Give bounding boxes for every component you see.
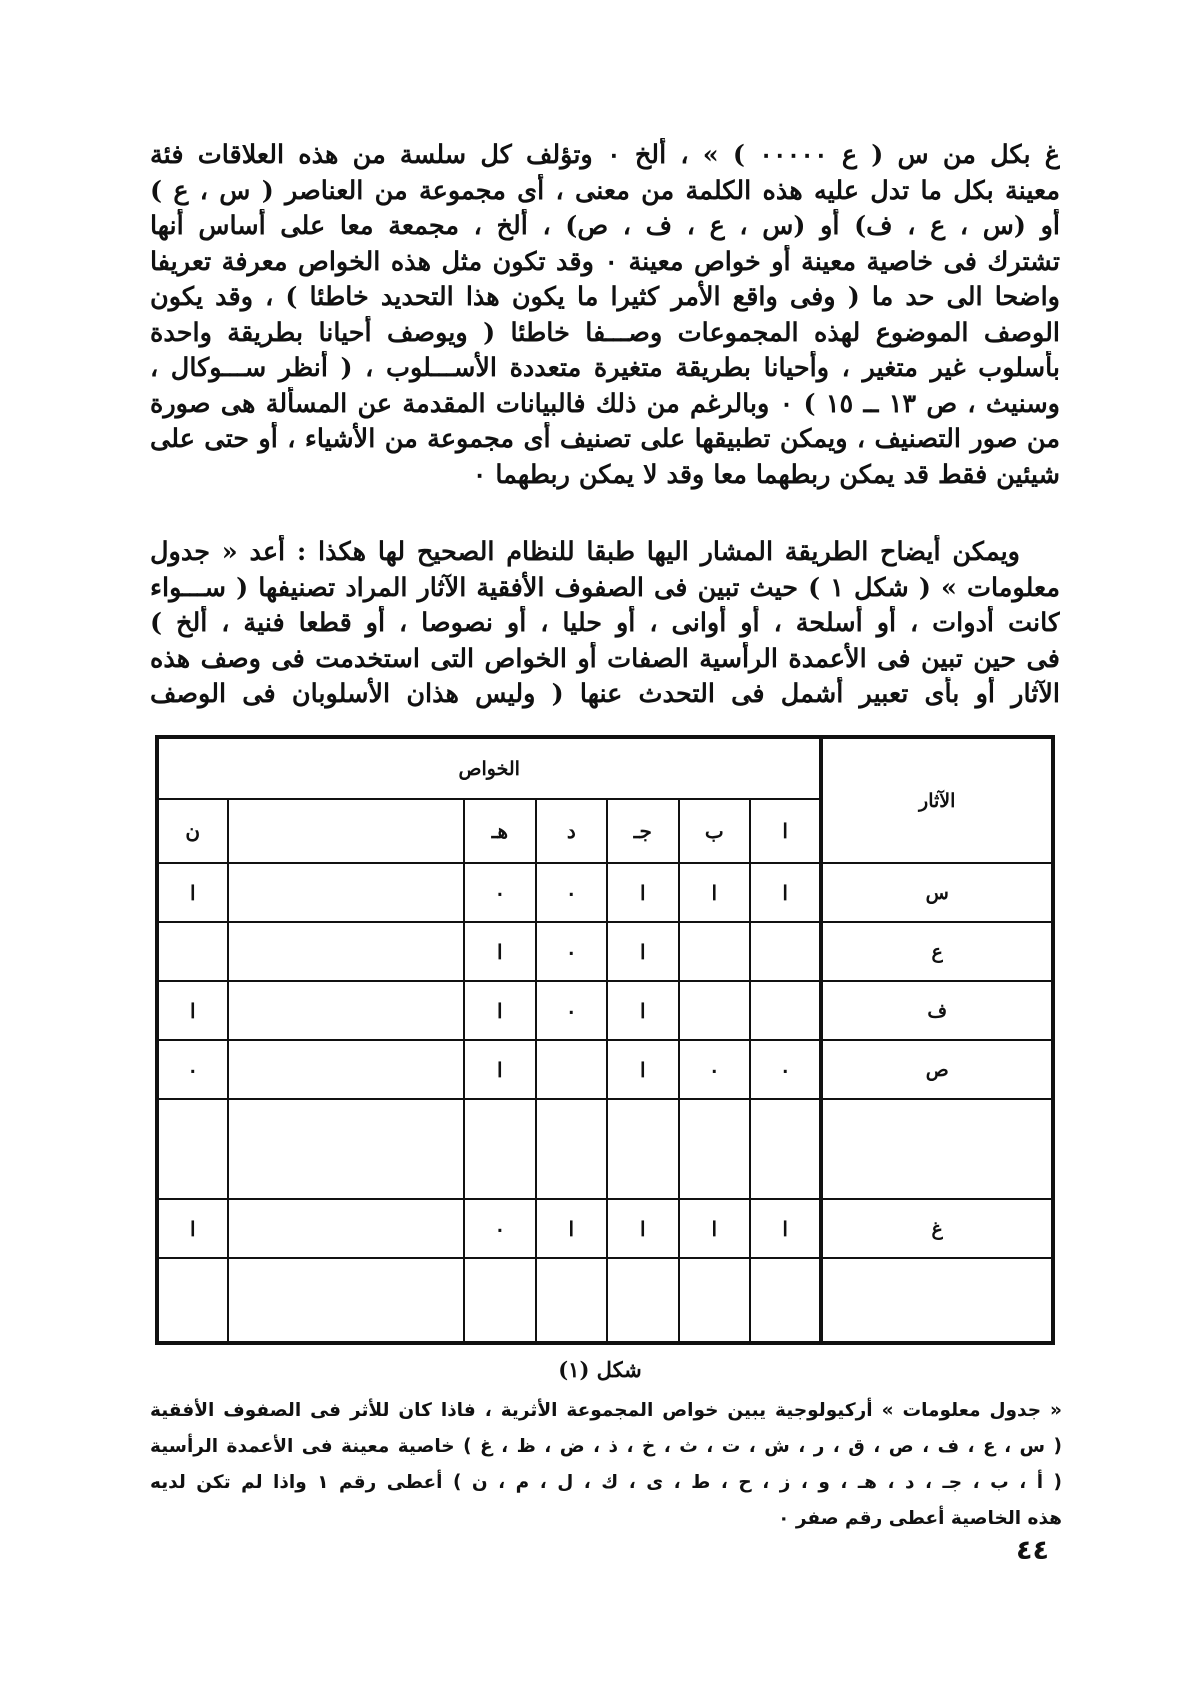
table-cell: ا xyxy=(750,1199,821,1258)
table-cell: ا xyxy=(679,863,750,922)
table-cell xyxy=(607,1258,678,1343)
table-cell: ا xyxy=(157,1199,228,1258)
table-cell: ٠ xyxy=(157,1040,228,1099)
table-cell xyxy=(750,981,821,1040)
table-cell: ٠ xyxy=(536,863,607,922)
table-cell xyxy=(228,922,465,981)
table-row xyxy=(157,1040,1053,1099)
table-cell: ا xyxy=(607,922,678,981)
table-cell xyxy=(157,1258,228,1343)
table-cell: ا xyxy=(157,863,228,922)
row-label: غ xyxy=(821,1199,1053,1258)
table-cell xyxy=(228,1040,465,1099)
table-cell xyxy=(228,863,465,922)
paragraph-1 xyxy=(150,138,1060,493)
table-cell xyxy=(228,1199,465,1258)
figure-title: شكل (١) xyxy=(558,1357,642,1382)
table-row xyxy=(157,922,1053,981)
text-line: بأسلوب غير متغير ، وأحيانا بطريقة متغيرة متعددة الأســـلوب ، ( أنظر ســـوكال ، xyxy=(150,353,1060,383)
column-header xyxy=(228,799,465,863)
table-cell: ا xyxy=(607,1040,678,1099)
table-row xyxy=(157,863,1053,922)
text-line: من صور التصنيف ، ويمكن تطبيقها على تصنيف أى مجموعة من الأشياء ، أو حتى على xyxy=(150,424,1060,454)
table-cell: ٠ xyxy=(536,981,607,1040)
table-cell xyxy=(750,1099,821,1199)
text-line: معينة بكل ما تدل عليه هذه الكلمة من معنى ، أى مجموعة من العناصر ( س ، ع ) xyxy=(150,175,1060,206)
row-label xyxy=(821,1099,1053,1199)
table-cell: ا xyxy=(464,981,535,1040)
table-cell xyxy=(228,981,465,1040)
table-row xyxy=(157,1258,1053,1343)
column-header: هـ xyxy=(464,799,535,863)
table-cell: ا xyxy=(679,1199,750,1258)
text-line: فى حين تبين فى الأعمدة الرأسية الصفات أو الخواص التى استخدمت فى وصف هذه xyxy=(150,643,1060,674)
table-cell: ٠ xyxy=(464,1199,535,1258)
table-cell xyxy=(464,1099,535,1199)
text-line: شيئين فقط قد يمكن ربطهما معا وقد لا يمكن ربطهما ٠ xyxy=(472,459,1060,490)
table-cell xyxy=(536,1099,607,1199)
khawas-header: الخواص xyxy=(157,737,821,799)
table-cell xyxy=(679,922,750,981)
table-cell: ا xyxy=(464,1040,535,1099)
caption-line: ( س ، ع ، ف ، ص ، ق ، ر ، ش ، ت ، ث ، خ ، ذ ، ض ، ظ ، غ ) خاصية معينة فى الأعمدة الرأسية xyxy=(150,1436,1062,1457)
row-label: س xyxy=(821,863,1053,922)
table-cell: ا xyxy=(607,1199,678,1258)
page-number: ٤٤ xyxy=(1016,1535,1049,1566)
column-header: ن xyxy=(157,799,228,863)
table-cell xyxy=(750,922,821,981)
row-label: ع xyxy=(821,922,1053,981)
column-header: ا xyxy=(750,799,821,863)
text-line: وسنيث ، ص ١٣ ــ ١٥ ) ٠ وبالرغم من ذلك فالبيانات المقدمة عن المسألة هى صورة xyxy=(150,388,1060,419)
text-line: معلومات » ( شكل ١ ) حيث تبين فى الصفوف الأفقية الآثار المراد تصنيفها ( ســـواء xyxy=(150,572,1060,603)
text-line: واضحا الى حد ما ( وفى واقع الأمر كثيرا ما يكون هذا التحديد خاطئا ) ، وقد يكون xyxy=(150,282,1060,312)
column-header: جـ xyxy=(607,799,678,863)
text-line: كانت أدوات ، أو أسلحة ، أو أوانى ، أو حليا ، أو نصوصا ، أو قطعا فنية ، ألخ ) xyxy=(150,608,1060,638)
table-cell xyxy=(679,1258,750,1343)
table-cell xyxy=(464,1258,535,1343)
table-cell xyxy=(157,1099,228,1199)
table-cell: ا xyxy=(157,981,228,1040)
caption-line: ( أ ، ب ، جـ ، د ، هـ ، و ، ز ، ح ، ط ، ى ، ك ، ل ، م ، ن ) أعطى رقم ١ واذا لم تكن لديه xyxy=(150,1472,1062,1493)
figure-caption xyxy=(150,1393,1062,1537)
table-row xyxy=(157,981,1053,1040)
table-cell xyxy=(536,1040,607,1099)
table-cell: ٠ xyxy=(464,863,535,922)
column-header: د xyxy=(536,799,607,863)
table-row xyxy=(157,1199,1053,1258)
data-matrix-table xyxy=(155,735,1055,1345)
caption-line: هذه الخاصية أعطى رقم صفر ٠ xyxy=(778,1508,1062,1529)
table-cell xyxy=(536,1258,607,1343)
text-line: الوصف الموضوع لهذه المجموعات وصـــفا خاطئا ( ويوصف أحيانا بطريقة واحدة xyxy=(150,317,1060,348)
text-line: أو (س ، ع ، ف) أو (س ، ع ، ف ، ص) ، ألخ ، مجمعة معا على أساس أنها xyxy=(150,211,1060,241)
table-cell: ٠ xyxy=(750,1040,821,1099)
text-line: غ بكل من س ( ع ٠٠٠٠٠ ) » ، ألخ ٠ وتؤلف كل سلسة من هذه العلاقات فئة xyxy=(150,140,1060,170)
table-cell xyxy=(607,1099,678,1199)
table-cell xyxy=(157,922,228,981)
table-cell: ا xyxy=(607,863,678,922)
row-label xyxy=(821,1258,1053,1343)
table-cell xyxy=(228,1099,465,1199)
row-label: ص xyxy=(821,1040,1053,1099)
caption-line: « جدول معلومات » أركيولوجية يبين خواص المجموعة الأثرية ، فاذا كان للأثر فى الصفوف الأفقية xyxy=(150,1400,1062,1421)
athar-header: الآثار xyxy=(821,737,1053,863)
text-line: تشترك فى خاصية معينة أو خواص معينة ٠ وقد تكون مثل هذه الخواص معرفة تعريفا xyxy=(150,246,1060,277)
table-cell: ٠ xyxy=(679,1040,750,1099)
table-row xyxy=(157,1099,1053,1199)
table-cell xyxy=(679,981,750,1040)
text-line: الآثار أو بأى تعبير أشمل فى التحدث عنها ( وليس هذان الأسلوبان فى الوصف xyxy=(150,679,1060,709)
table-cell xyxy=(679,1099,750,1199)
table-cell: ا xyxy=(536,1199,607,1258)
table-cell: ا xyxy=(750,863,821,922)
table-cell xyxy=(228,1258,465,1343)
table-cell: ا xyxy=(464,922,535,981)
text-line: ويمكن أيضاح الطريقة المشار اليها طبقا للنظام الصحيح لها هكذا : أعد « جدول xyxy=(150,537,1020,567)
table-cell: ٠ xyxy=(536,922,607,981)
paragraph-2 xyxy=(150,535,1060,713)
row-label: ف xyxy=(821,981,1053,1040)
column-header: ب xyxy=(679,799,750,863)
table-cell: ا xyxy=(607,981,678,1040)
table-cell xyxy=(750,1258,821,1343)
